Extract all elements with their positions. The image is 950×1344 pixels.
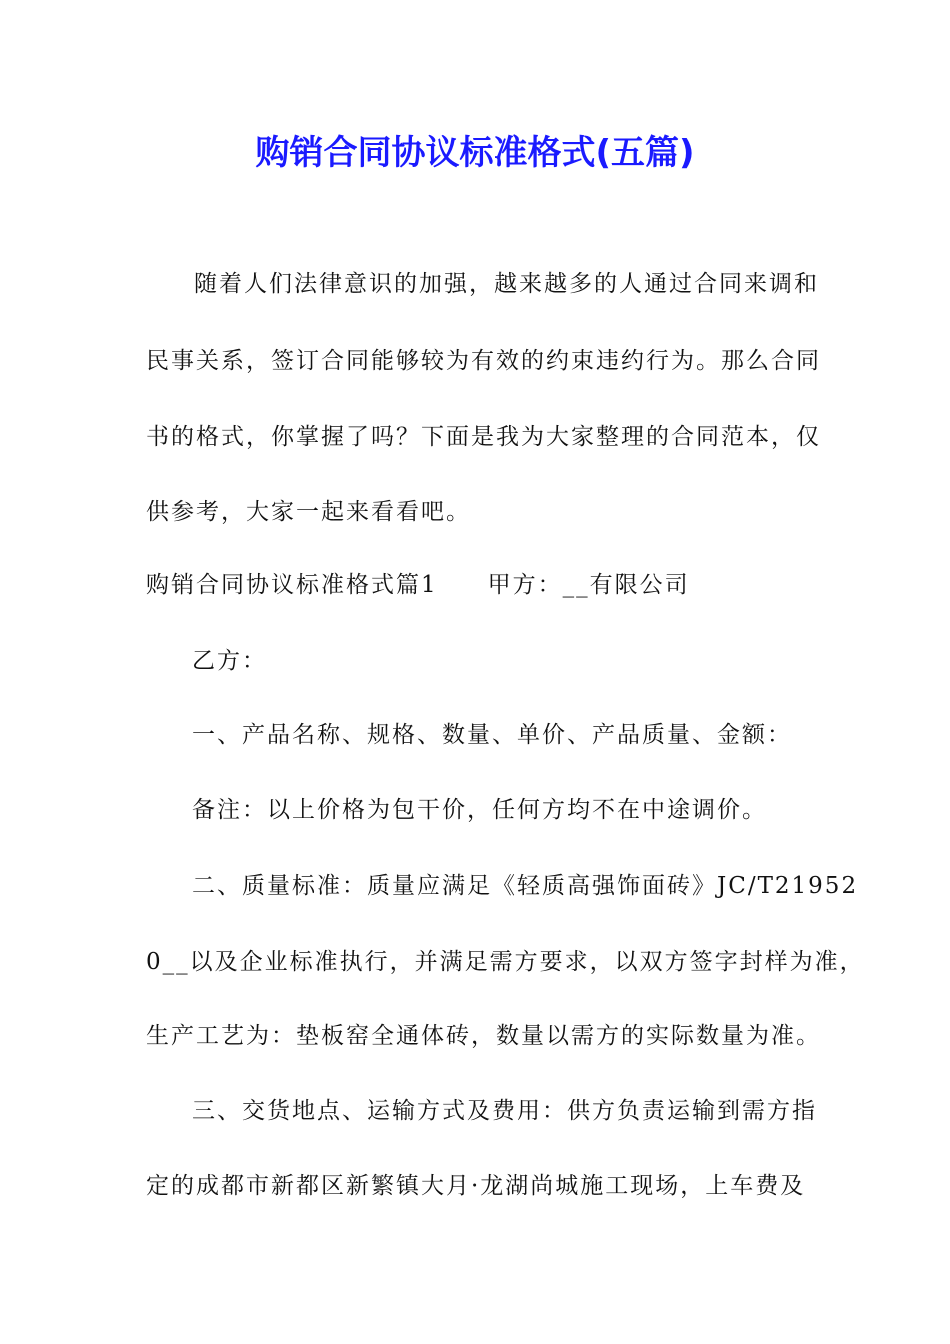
clause-line: 备注：以上价格为包干价，任何方均不在中途调价。 — [192, 797, 767, 823]
paragraph-line: 书的格式，你掌握了吗？下面是我为大家整理的合同范本，仅 — [146, 424, 821, 450]
paragraph-line: 民事关系，签订合同能够较为有效的约束违约行为。那么合同 — [146, 348, 821, 374]
clause-line: 定的成都市新都区新繁镇大月·龙湖尚城施工现场，上车费及 — [146, 1173, 806, 1199]
section-heading: 购销合同协议标准格式篇1 — [146, 572, 438, 598]
paragraph-line: 供参考，大家一起来看看吧。 — [146, 499, 471, 525]
paragraph-line: 随着人们法律意识的加强，越来越多的人通过合同来调和 — [194, 271, 819, 297]
document-title: 购销合同协议标准格式(五篇) — [255, 133, 695, 173]
clause-line: 三、交货地点、运输方式及费用：供方负责运输到需方指 — [192, 1098, 817, 1124]
clause-line: 一、产品名称、规格、数量、单价、产品质量、金额： — [192, 722, 792, 748]
party-b: 乙方： — [192, 648, 267, 674]
section-heading-line — [146, 567, 690, 603]
party-a: 甲方：__有限公司 — [487, 572, 690, 598]
clause-line: 0__以及企业标准执行，并满足需方要求，以双方签字封样为准， — [146, 949, 865, 975]
clause-line: 生产工艺为：垫板窑全通体砖，数量以需方的实际数量为准。 — [146, 1023, 821, 1049]
clause-line: 二、质量标准：质量应满足《轻质高强饰面砖》JC/T21952 — [192, 873, 859, 899]
